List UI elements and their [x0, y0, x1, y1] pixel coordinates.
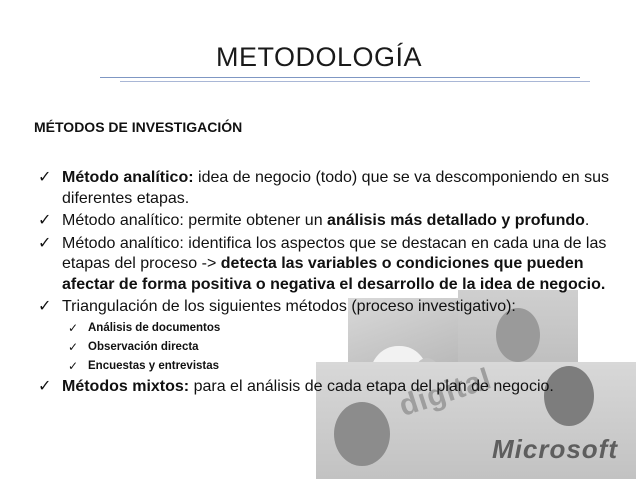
checkmark-icon: ✓: [68, 358, 79, 373]
item-bold: análisis más detallado y profundo: [327, 212, 585, 229]
title-underline-secondary: [120, 81, 590, 82]
item-text: para el análisis de cada etapa del plan de negocio.: [189, 377, 554, 395]
sublist-item-documents: [38, 320, 613, 337]
checkmark-icon: ✓: [38, 377, 52, 395]
item-bold: Método analítico:: [62, 169, 194, 186]
checkmark-icon: ✓: [38, 234, 52, 252]
list-item-analytic-1: [38, 168, 613, 209]
section-heading: MÉTODOS DE INVESTIGACIÓN: [34, 119, 243, 135]
list-item-mixed-methods: [38, 377, 613, 398]
checkmark-icon: ✓: [68, 320, 79, 335]
list-item-analytic-2: [38, 211, 613, 232]
subitem-text: Análisis de documentos: [88, 321, 221, 334]
item-text: Método analítico: identifica los aspectos que se destacan en cada una de las etapas del proceso ->: [62, 234, 607, 272]
subitem-text: Observación directa: [88, 340, 199, 353]
slide-title: METODOLOGÍA: [215, 42, 423, 72]
item-text: Método analítico: permite obtener un: [62, 212, 328, 229]
item-tail: .: [584, 212, 590, 229]
item-text: Triangulación de los siguientes métodos (proceso investigativo):: [62, 298, 516, 315]
checkmark-icon: ✓: [38, 212, 52, 229]
digital-sign: digital: [395, 362, 496, 423]
checkmark-icon: ✓: [38, 298, 52, 315]
checkmark-icon: ✓: [38, 169, 52, 186]
sublist-item-observation: [38, 339, 613, 356]
item-text: idea de negocio (todo) que se va descomponiendo en sus diferentes etapas.: [62, 169, 609, 207]
sublist-item-surveys: [38, 358, 613, 375]
item-bold: detecta las variables o condiciones que pueden afectar de forma positiva o negativa el desarrollo de la idea de negocio.: [62, 255, 606, 293]
checkmark-icon: ✓: [68, 339, 79, 354]
methods-list: [38, 168, 613, 399]
item-bold: Métodos mixtos:: [62, 377, 190, 395]
speaker-face: [334, 402, 390, 466]
title-underline: [100, 77, 580, 78]
list-item-analytic-3: [38, 234, 613, 296]
list-item-triangulation: [38, 297, 613, 318]
subitem-text: Encuestas y entrevistas: [88, 359, 220, 372]
microsoft-logo: Microsoft: [492, 434, 618, 464]
